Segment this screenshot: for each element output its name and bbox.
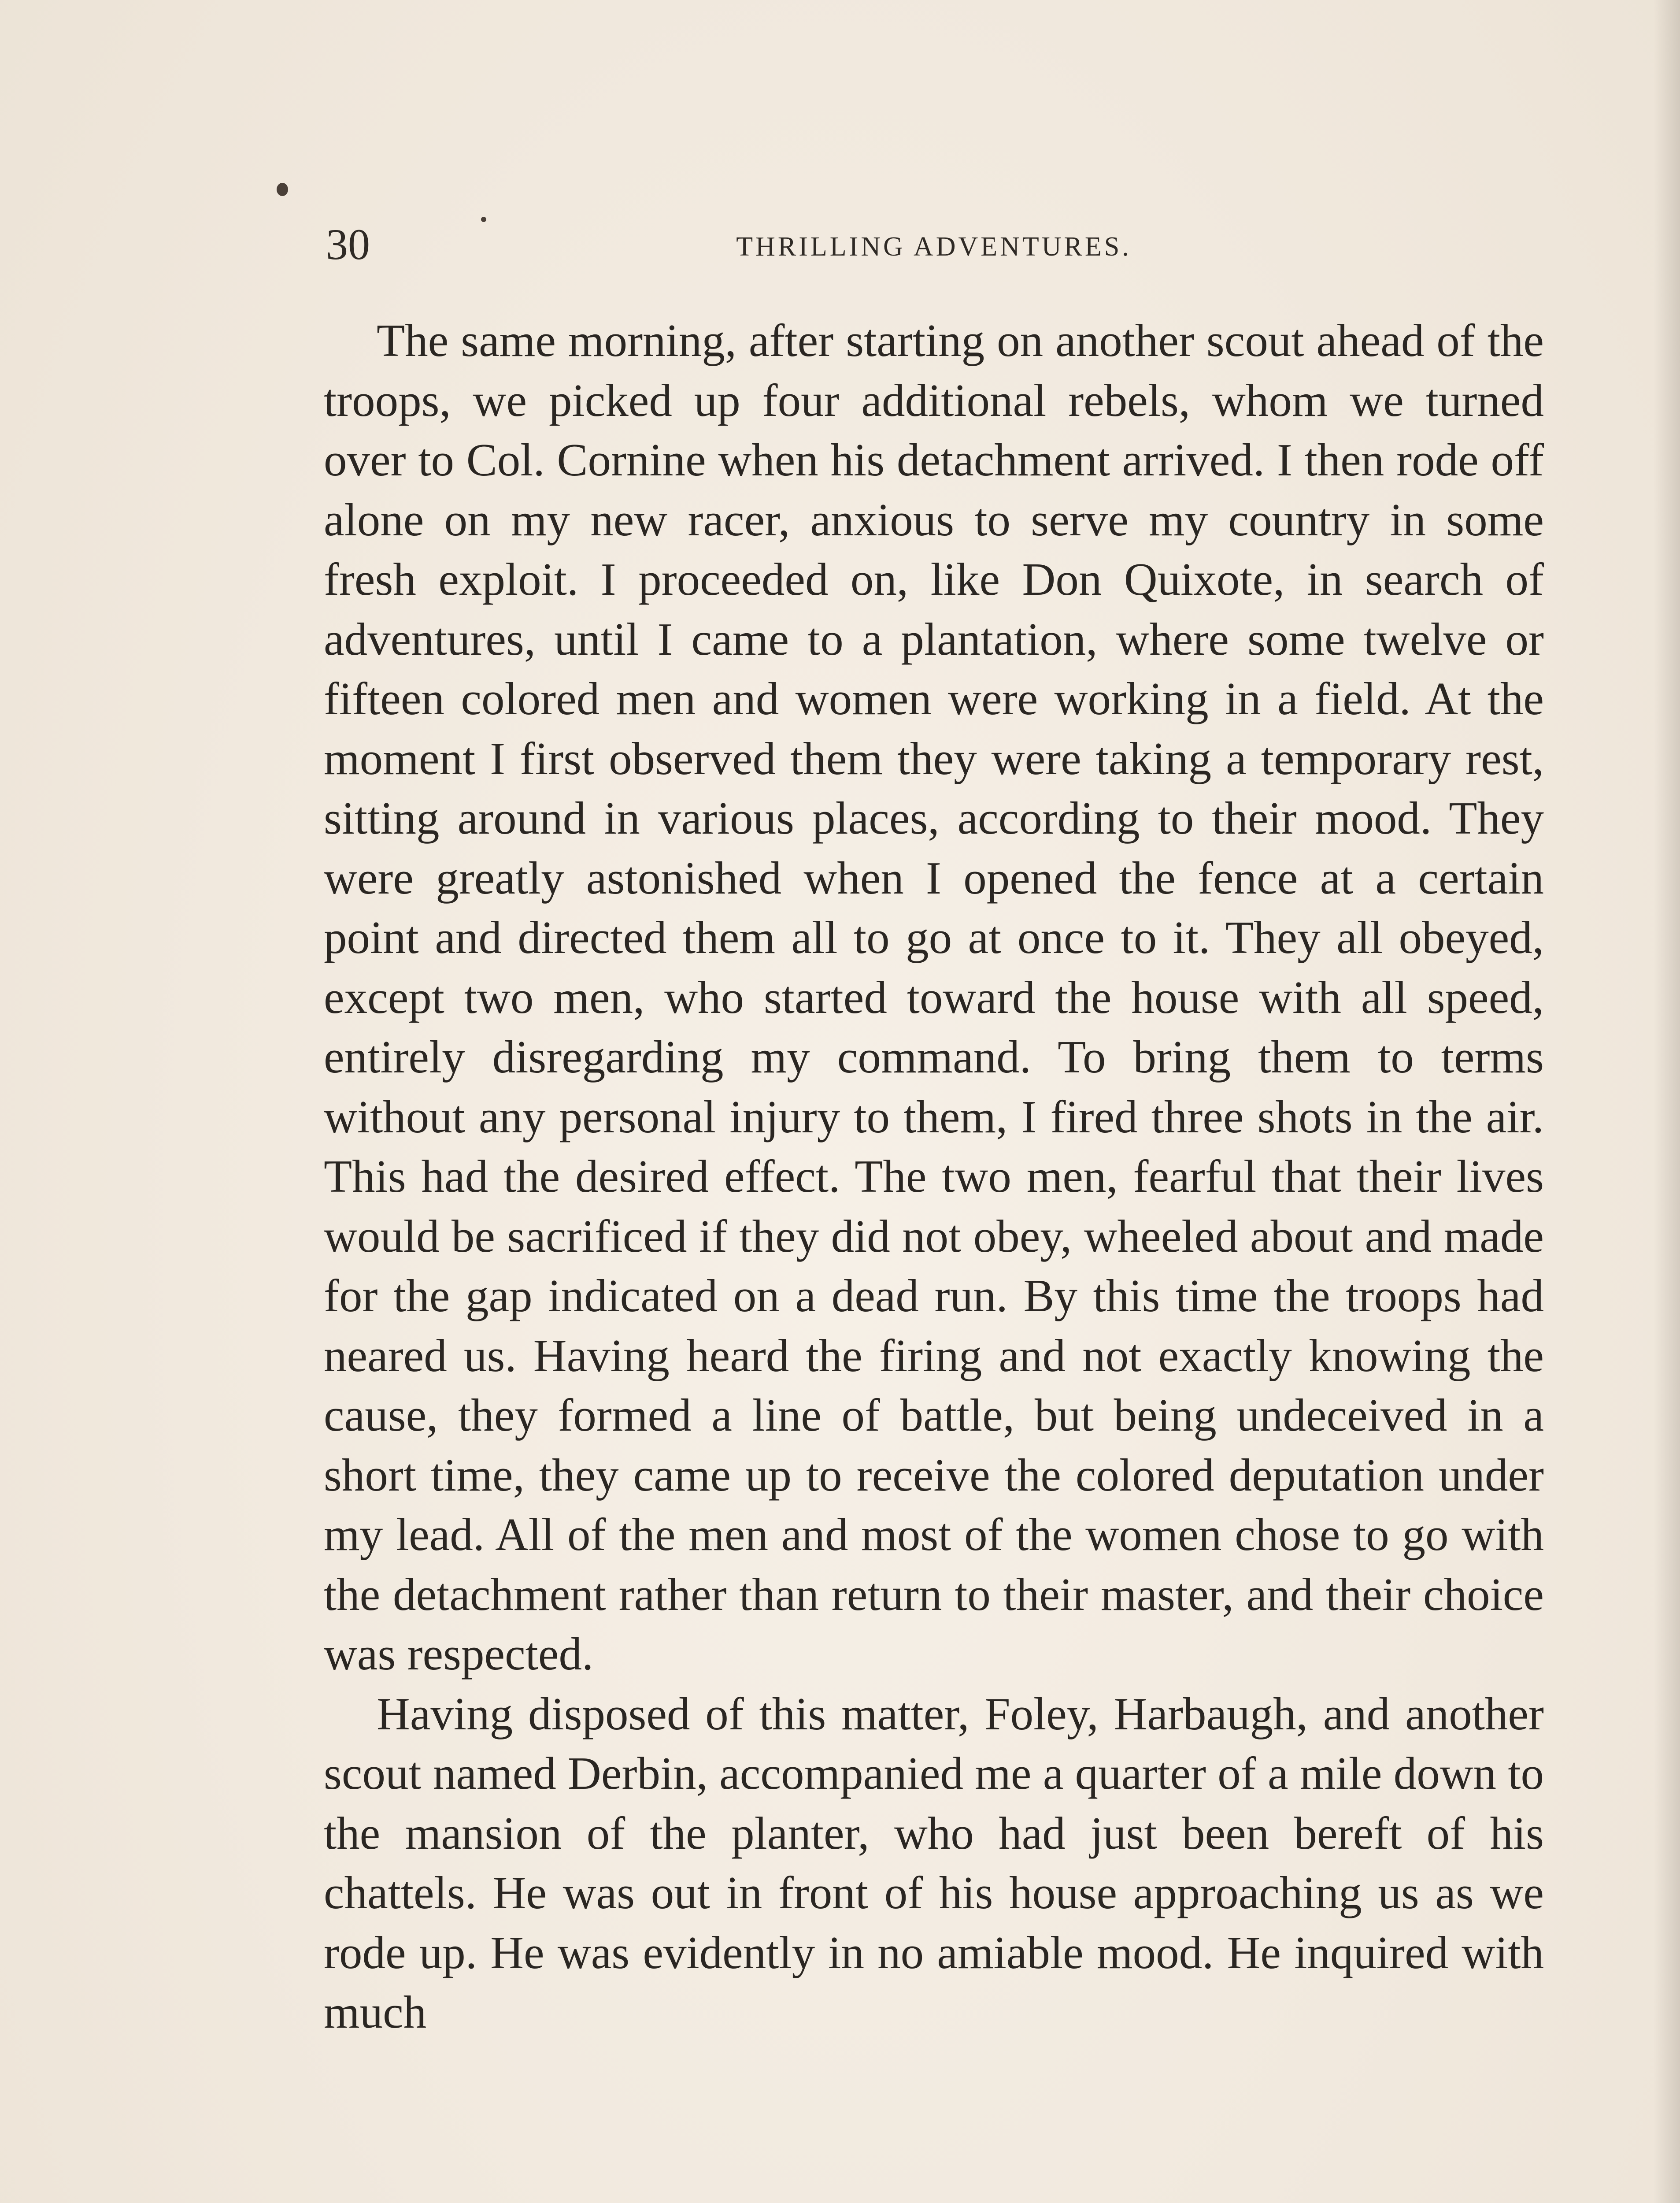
paragraph: Having disposed of this matter, Foley, Harbaugh, and another scout named Derbin, accompanied me a quarter of a mile down to the mansion of the planter, who had just been bereft of his chattels. He was out in front of his house approaching us as we rode up. He was evidently in no amiable mood. He inquired with much xyxy=(324,1687,1544,2038)
spine-shadow xyxy=(1654,0,1680,2203)
body-text xyxy=(324,311,1544,2042)
page-number: 30 xyxy=(326,220,370,269)
running-head xyxy=(326,220,1542,269)
running-title: THRILLING ADVENTURES. xyxy=(736,232,1132,262)
paragraph: The same morning, after starting on another scout ahead of the troops, we picked up four additional rebels, whom we turned over to Col. Cornine when his detachment arrived. I then rode off alone on my new racer, anxious to serve my country in some fresh exploit. I proceeded on, like Don Quixote, in search of adventures, until I came to a plantation, where some twelve or fifteen colored men and women were working in a field. At the moment I first observed them they were taking a temporary rest, sitting around in various places, according to their mood. They were greatly astonished when I opened the fence at a certain point and directed them all to go at once to it. They all obeyed, except two men, who started toward the house with all speed, entirely disregarding my command. To bring them to terms without any personal injury to them, I fired three shots in the air. This had the desired effect. The two men, fearful that their lives would be sacrificed if they did not obey, wheeled about and made for the gap indicated on a dead run. By this time the troops had neared us. Having heard the firing and not exactly knowing the cause, they formed a line of battle, but being undeceived in a short time, they came up to receive the colored deputation under my lead. All of the men and most of the women chose to go with the detachment rather than return to their master, and their choice was respected. xyxy=(324,315,1544,1680)
ink-speck xyxy=(277,183,288,196)
